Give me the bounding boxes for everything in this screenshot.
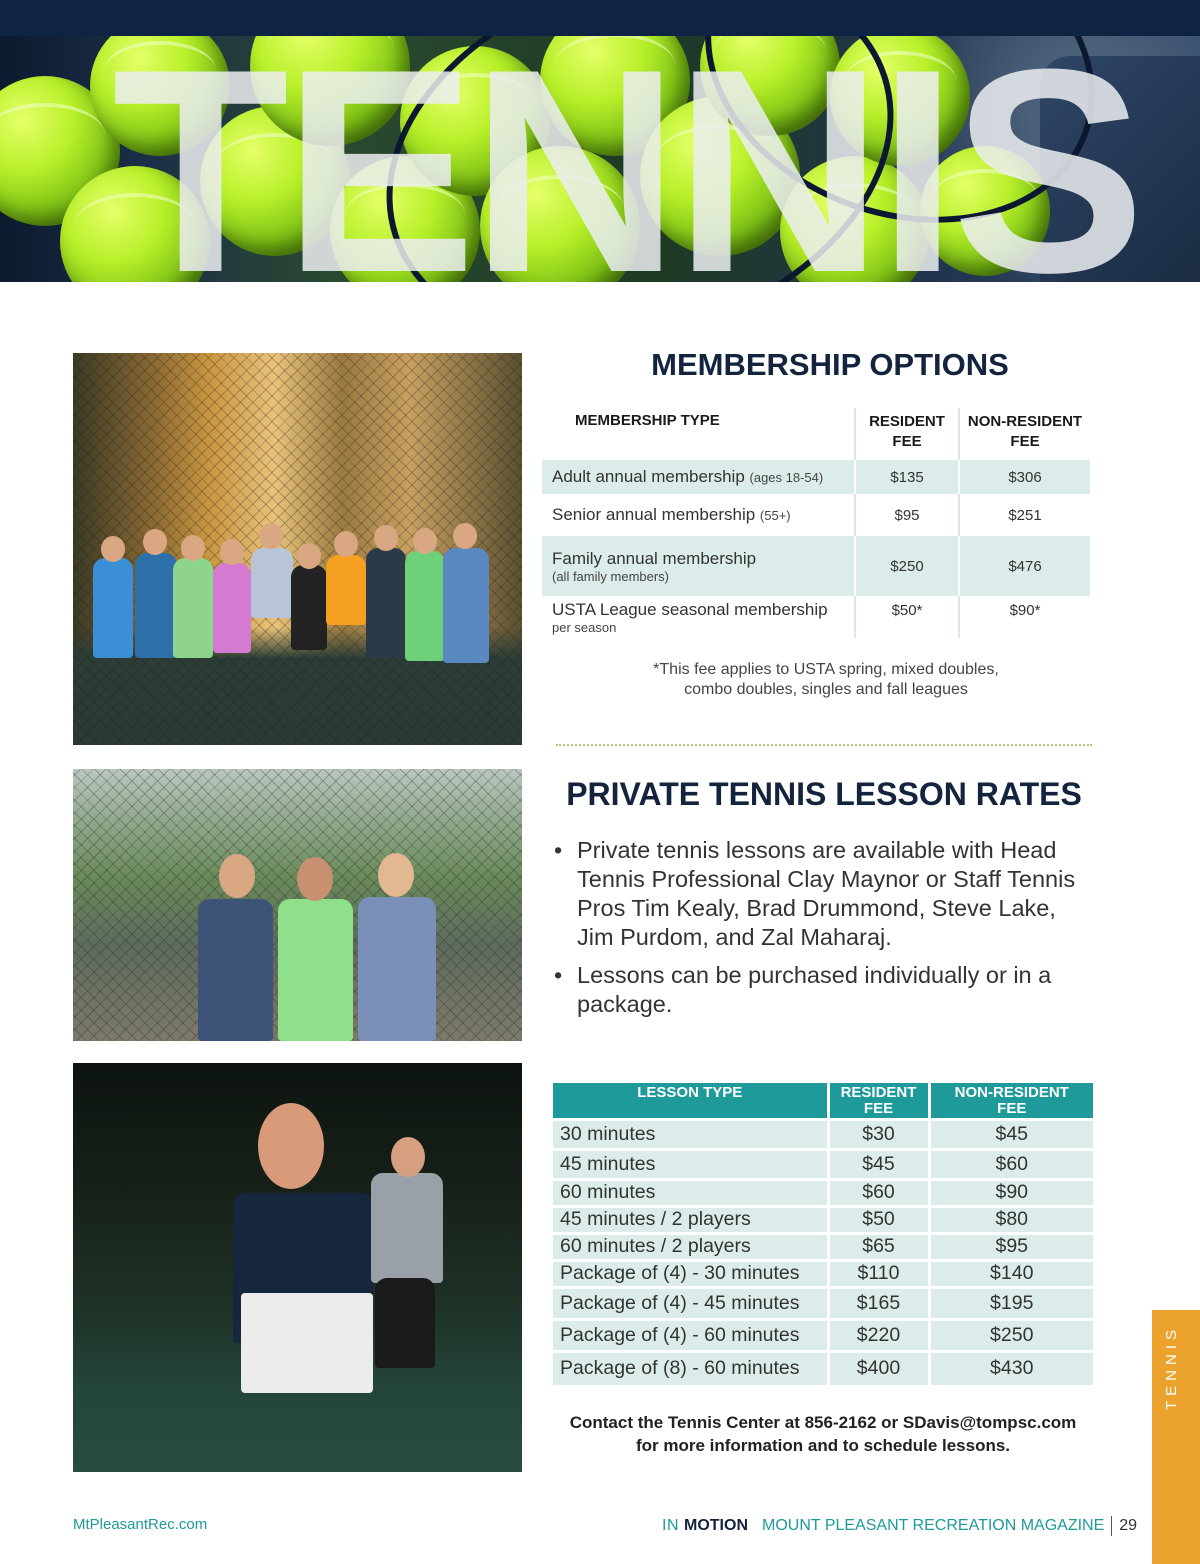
header-nonresident-fee	[958, 408, 1090, 460]
person-head	[378, 853, 414, 897]
person-head	[219, 854, 255, 898]
resident-fee: $400	[828, 1351, 929, 1385]
nonresident-fee: $90*	[958, 596, 1090, 638]
contact-info	[548, 1411, 1098, 1457]
lesson-type: 45 minutes	[553, 1149, 828, 1179]
resident-fee: $135	[854, 460, 958, 494]
membership-label: Senior annual membership	[552, 505, 756, 524]
membership-label-cell	[542, 494, 854, 536]
membership-heading: MEMBERSHIP OPTIONS	[651, 347, 1009, 382]
bullet-item	[554, 836, 1094, 952]
header-resident-line1: RESIDENT	[869, 413, 945, 430]
bullet-dot-icon: •	[554, 962, 563, 988]
membership-label: USTA League seasonal membership	[552, 600, 828, 619]
footnote-line1: *This fee applies to USTA spring, mixed doubles,	[653, 661, 999, 678]
nonresident-fee: $45	[929, 1119, 1093, 1149]
bullet-dot-icon: •	[554, 837, 563, 863]
nonresident-fee: $195	[929, 1287, 1093, 1319]
membership-note: (ages 18-54)	[749, 470, 824, 485]
person-head	[413, 528, 437, 554]
membership-note: (55+)	[759, 508, 791, 523]
person-head	[143, 529, 167, 555]
table-row	[553, 1179, 1093, 1206]
resident-fee: $250	[854, 536, 958, 596]
lesson-rates-table	[553, 1083, 1093, 1385]
table-row	[553, 1319, 1093, 1351]
person-head	[220, 539, 244, 565]
dotted-divider	[556, 744, 1092, 746]
membership-table	[542, 408, 1090, 638]
membership-row	[542, 460, 1090, 494]
table-row	[553, 1351, 1093, 1385]
membership-footnote	[556, 660, 1096, 700]
header-nonresident-line1: NON-RESIDENT	[967, 413, 1083, 430]
person-figure	[241, 1293, 373, 1393]
person-figure	[326, 555, 366, 625]
lesson-type: Package of (8) - 60 minutes	[553, 1351, 828, 1385]
page-number: 29	[1119, 1517, 1138, 1534]
person-head	[297, 857, 333, 901]
lesson-type: Package of (4) - 45 minutes	[553, 1287, 828, 1319]
footer-website-link[interactable]: MtPleasantRec.com	[73, 1516, 208, 1533]
membership-label-cell	[542, 596, 854, 638]
footnote-line2: combo doubles, singles and fall leagues	[684, 681, 968, 698]
resident-fee: $45	[828, 1149, 929, 1179]
table-row	[553, 1287, 1093, 1319]
person-figure	[371, 1173, 443, 1283]
header-resident-line2: FEE	[892, 433, 922, 450]
bullet-item	[554, 961, 1094, 1019]
lesson-type: 30 minutes	[553, 1119, 828, 1149]
table-row	[553, 1149, 1093, 1179]
contact-line2: for more information and to schedule lessons.	[635, 1436, 1011, 1455]
person-figure	[291, 565, 327, 650]
membership-note: (all family members)	[552, 568, 670, 584]
header-nonresident-line1: NON-RESIDENT	[954, 1084, 1069, 1101]
resident-fee: $60	[828, 1179, 929, 1206]
section-side-tab	[1152, 1310, 1200, 1564]
resident-fee: $30	[828, 1119, 929, 1149]
header-resident-line1: RESIDENT	[840, 1084, 917, 1101]
lesson-type: 60 minutes / 2 players	[553, 1233, 828, 1260]
resident-fee: $50*	[854, 596, 958, 638]
bullet-text: Lessons can be purchased individually or in a package.	[577, 962, 1052, 1017]
nonresident-fee: $306	[958, 460, 1090, 494]
person-figure	[278, 899, 353, 1041]
lesson-type: Package of (4) - 30 minutes	[553, 1260, 828, 1287]
footer-separator	[1111, 1516, 1112, 1536]
bullet-text: Private tennis lessons are available with Head Tennis Professional Clay Maynor or Staff Tennis Pros Tim Kealy, Brad Drummond, Steve Lake, Jim Purdom, and Zal Maharaj.	[577, 837, 1076, 950]
photo-three-boys	[73, 769, 522, 1041]
nonresident-fee: $90	[929, 1179, 1093, 1206]
nonresident-fee: $430	[929, 1351, 1093, 1385]
person-figure	[213, 563, 251, 653]
membership-row	[542, 596, 1090, 638]
person-figure	[375, 1278, 435, 1368]
nonresident-fee: $251	[958, 494, 1090, 536]
person-head	[297, 543, 321, 569]
header-nonresident-fee	[929, 1083, 1093, 1119]
person-head	[334, 531, 358, 557]
resident-fee: $95	[854, 494, 958, 536]
person-head	[259, 523, 283, 549]
person-figure	[366, 548, 406, 658]
person-figure	[198, 899, 273, 1041]
table-row	[553, 1119, 1093, 1149]
nonresident-fee: $80	[929, 1206, 1093, 1233]
header-resident-fee	[854, 408, 958, 460]
table-row	[553, 1260, 1093, 1287]
header-nonresident-line2: FEE	[997, 1100, 1027, 1117]
resident-fee: $220	[828, 1319, 929, 1351]
nonresident-fee: $140	[929, 1260, 1093, 1287]
lesson-table-header	[553, 1083, 1093, 1119]
person-figure	[173, 558, 213, 658]
person-figure	[443, 548, 489, 663]
nonresident-fee: $250	[929, 1319, 1093, 1351]
person-head	[181, 535, 205, 561]
nonresident-fee: $60	[929, 1149, 1093, 1179]
nonresident-fee: $95	[929, 1233, 1093, 1260]
top-bar	[0, 0, 1200, 36]
footer-in: IN	[662, 1517, 679, 1534]
resident-fee: $110	[828, 1260, 929, 1287]
person-figure	[405, 551, 445, 661]
table-row	[553, 1206, 1093, 1233]
person-figure	[93, 558, 133, 658]
page-title: TENNIS	[112, 36, 1140, 282]
person-figure	[251, 548, 293, 618]
lesson-type: 45 minutes / 2 players	[553, 1206, 828, 1233]
lesson-bullet-list	[554, 836, 1094, 1028]
photo-adult-players	[73, 1063, 522, 1472]
footer-magazine-name: MOUNT PLEASANT RECREATION MAGAZINE	[762, 1517, 1105, 1534]
footer-magazine	[662, 1516, 1137, 1536]
contact-line1: Contact the Tennis Center at 856-2162 or SDavis@tompsc.com	[569, 1413, 1077, 1432]
lesson-type: 60 minutes	[553, 1179, 828, 1206]
membership-row	[542, 494, 1090, 536]
resident-fee: $65	[828, 1233, 929, 1260]
private-lessons-heading: PRIVATE TENNIS LESSON RATES	[566, 776, 1082, 812]
person-head	[453, 523, 477, 549]
group-photo-kids	[73, 353, 522, 745]
membership-label-cell	[542, 536, 854, 596]
person-head	[258, 1103, 324, 1189]
person-head	[391, 1137, 425, 1177]
person-head	[101, 536, 125, 562]
lesson-type: Package of (4) - 60 minutes	[553, 1319, 828, 1351]
membership-row	[542, 536, 1090, 596]
hero-banner	[0, 36, 1200, 282]
resident-fee: $50	[828, 1206, 929, 1233]
resident-fee: $165	[828, 1287, 929, 1319]
membership-table-header	[542, 408, 1090, 460]
person-figure	[358, 897, 436, 1041]
footer-motion: MOTION	[684, 1517, 748, 1534]
membership-label: Family annual membership	[552, 548, 757, 568]
person-head	[374, 525, 398, 551]
header-resident-fee	[828, 1083, 929, 1119]
side-tab-label: TENNIS	[1163, 1324, 1180, 1410]
header-lesson-type: LESSON TYPE	[553, 1083, 828, 1119]
header-membership-type: MEMBERSHIP TYPE	[575, 412, 720, 429]
header-nonresident-line2: FEE	[1010, 433, 1040, 450]
membership-note: per season	[552, 620, 617, 635]
membership-label: Adult annual membership	[552, 467, 745, 486]
person-figure	[135, 553, 177, 658]
table-row	[553, 1233, 1093, 1260]
nonresident-fee: $476	[958, 536, 1090, 596]
membership-label-cell	[542, 460, 854, 494]
header-resident-line2: FEE	[863, 1100, 894, 1117]
